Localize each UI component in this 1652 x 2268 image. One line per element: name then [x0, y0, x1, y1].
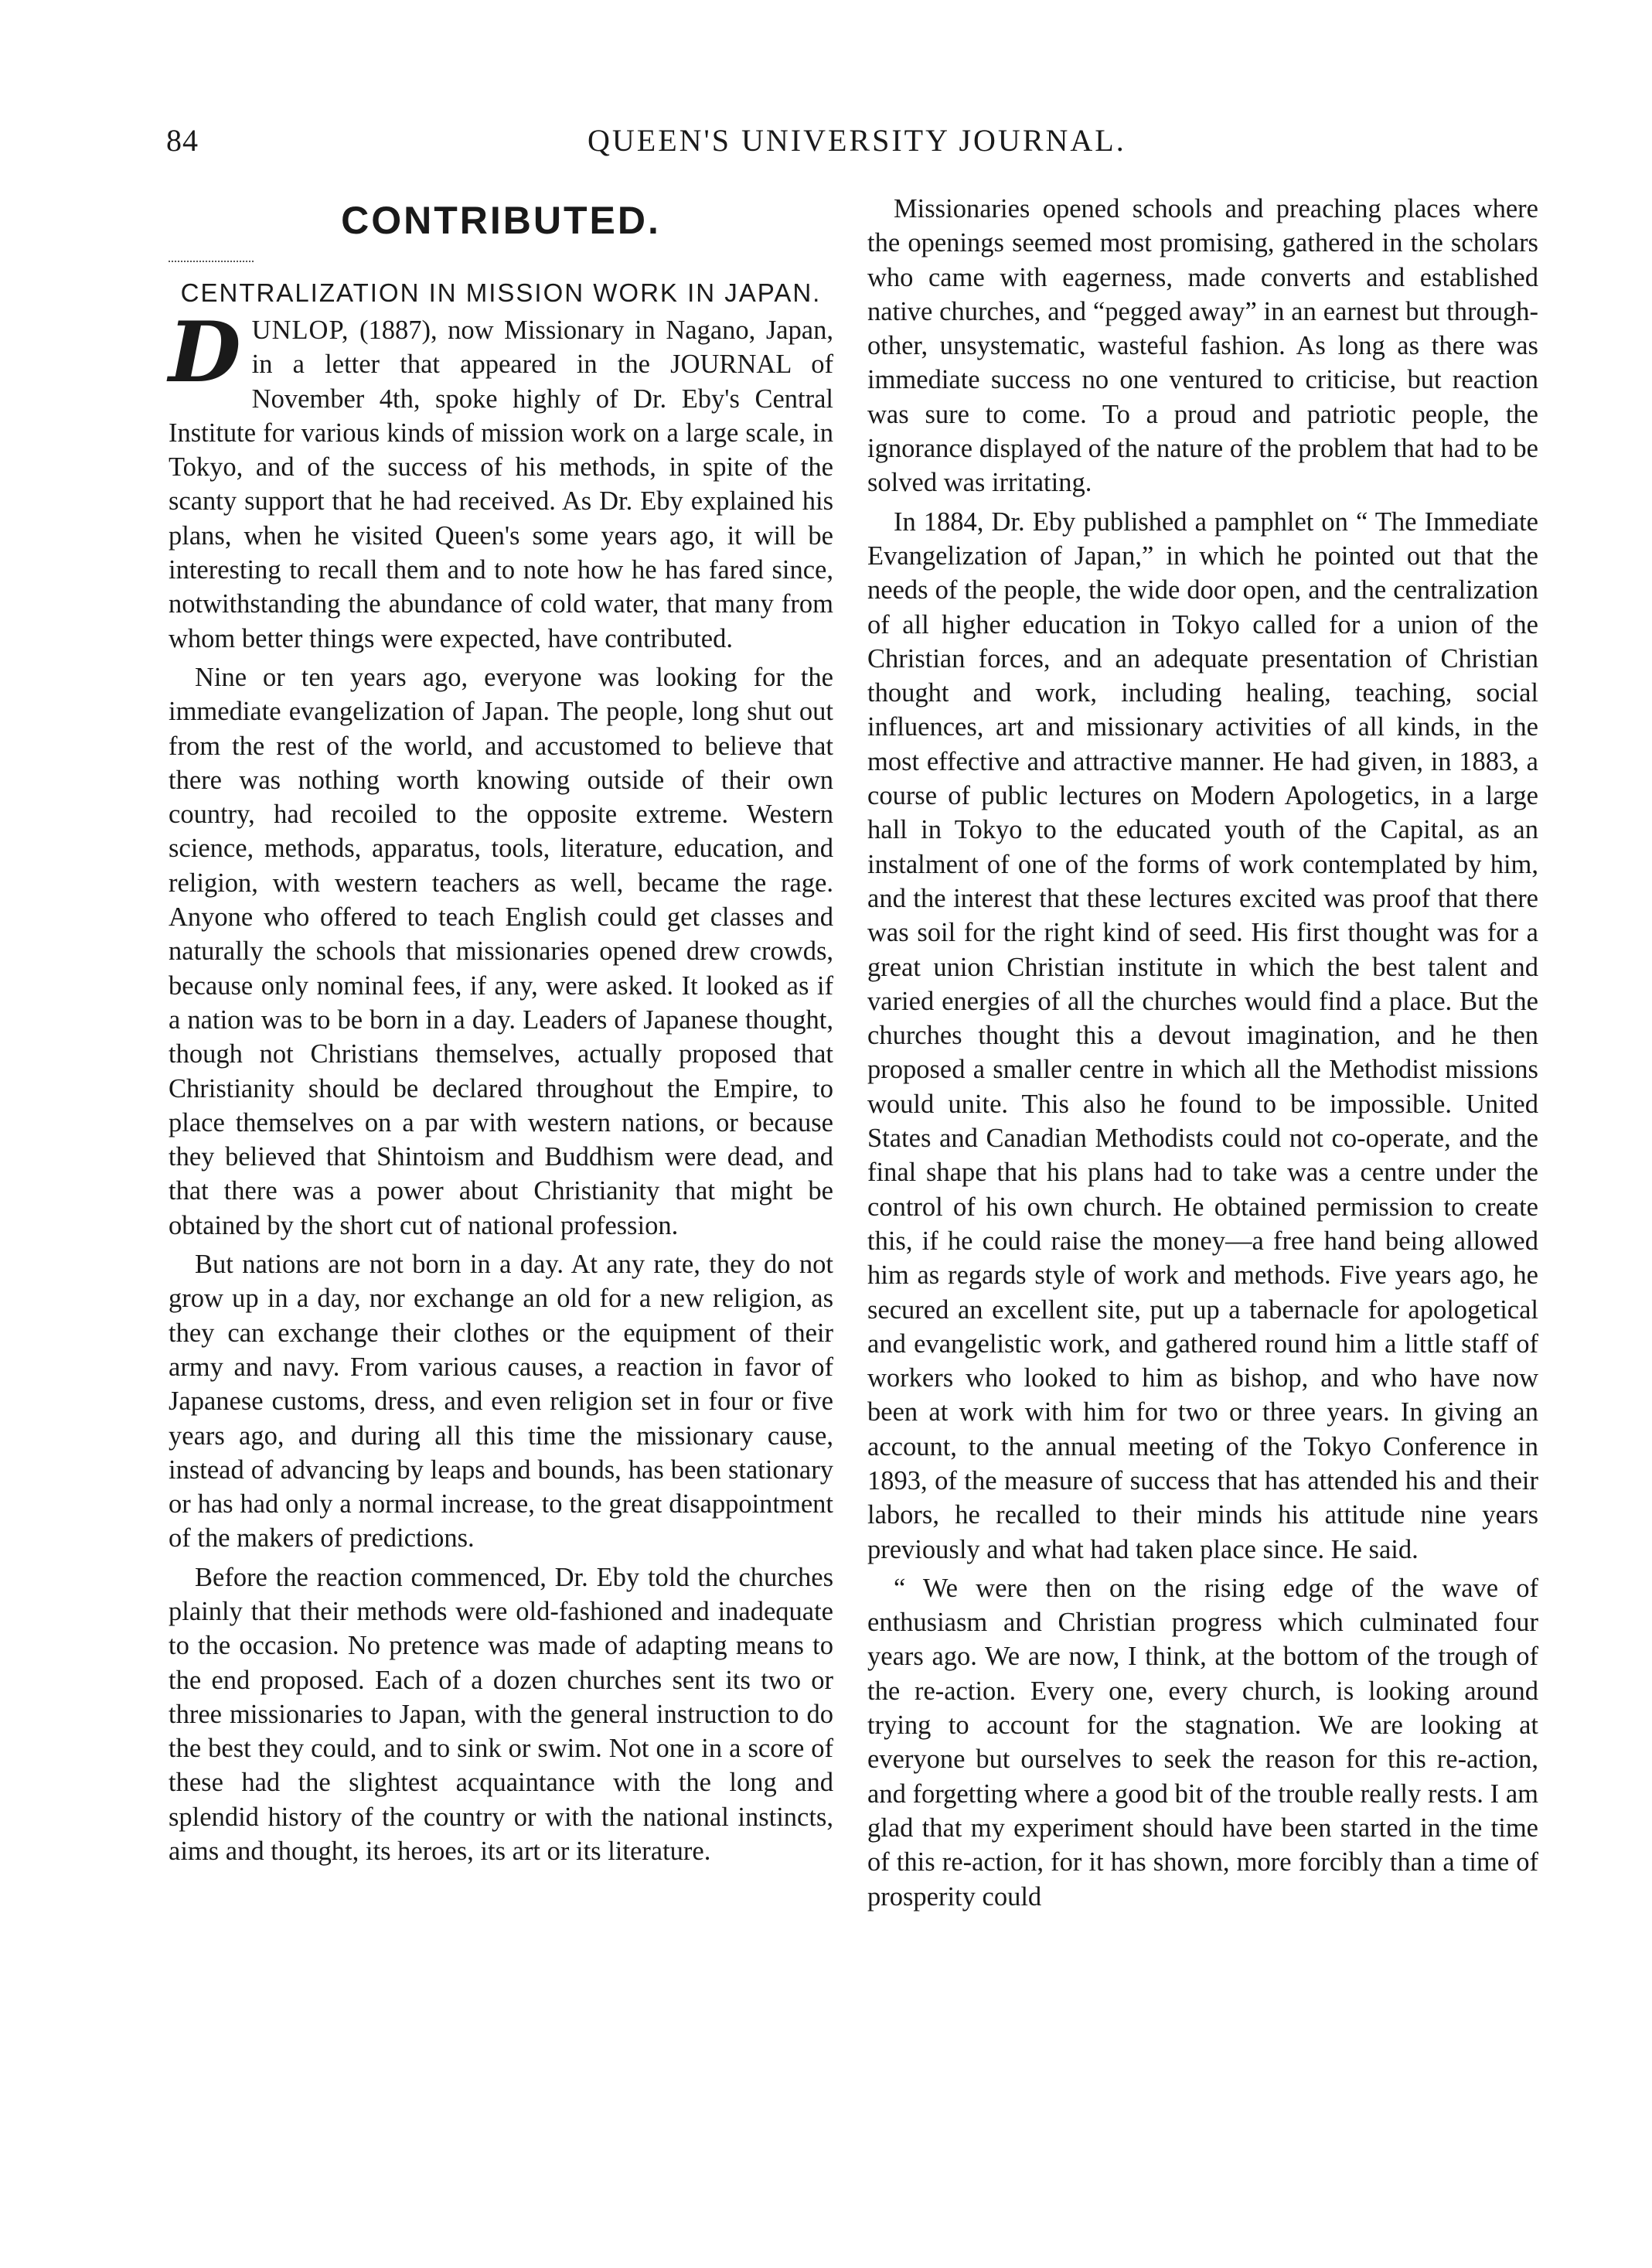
paragraph-2: Nine or ten years ago, everyone was looking for the immediate evangelization of Japan. The people, long shut out from the rest of the world, and accustomed to believe that there was nothing worth knowing outside of their own country, had recoiled to the opposite extreme. Western science, methods, apparatus, tools, literature, education, and religion, with western teachers as well, became the rage. Anyone who offered to teach English could get classes and naturally the schools that missionaries opened drew crowds, because only nominal fees, if any, were asked. It looked as if a nation was to be born in a day. Leaders of Japanese thought, though not Christians themselves, actually proposed that Christianity should be declared throughout the Empire, to place themselves on a par with western nations, or because they believed that Shintoism and Buddhism were dead, and that there was a power about Christianity that might be obtained by the short cut of national profession. [169, 662, 833, 1240]
drop-cap: D [169, 304, 241, 401]
paragraph-7: “ We were then on the rising edge of the wave of enthusiasm and Christian progress which culminated four years ago. We are now, I think, at the bottom of the trough of the re-action. Every one, every church, is looking around trying to account for the stagnation. We are looking at everyone but ourselves to seek the reason for this re-action, and forgetting where a good bit of the trouble really rests. I am glad that my experiment should have been started in the time of this re-action, for it has shown, more forcibly than a time of prosperity could [867, 1573, 1538, 1912]
article-title: CENTRALIZATION IN MISSION WORK IN JAPAN. [180, 278, 822, 307]
paragraph-4: Before the reaction commenced, Dr. Eby told the churches plainly that their methods were old-fashioned and inadequate to the occasion. No pretence was made of adapting means to the end proposed. Each of a dozen churches sent its two or three missionaries to Japan, with the general instruction to do the best they could, and to sink or swim. Not one in a score of these had the slightest acquaintance with the long and splendid history of the country or with the national instincts, aims and thought, its heroes, its art or its literature. [169, 1562, 833, 1867]
paragraph-5: Missionaries opened schools and preaching places where the openings seemed most promising, gathered in the scholars who came with eagerness, made converts and established native churches, and “pegged away” in an earnest but through-other, unsystematic, wasteful fashion. As long as there was immediate success no one ventured to criticise, but reaction was sure to come. To a proud and patriotic people, the ignorance displayed of the nature of the problem that had to be solved was irritating. [867, 194, 1538, 498]
section-title: CONTRIBUTED. [341, 199, 661, 242]
running-head: QUEEN'S UNIVERSITY JOURNAL. [588, 123, 1126, 158]
page-number: 84 [166, 123, 199, 158]
divider-rule [169, 261, 254, 262]
paragraph-6: In 1884, Dr. Eby published a pamphlet on “ The Immediate Evangelization of Japan,” in which he pointed out that the needs of the people, the wide door open, and the centralization of all higher education in Tokyo called for a union of the Christian forces, and an adequate presentation of Christian thought and work, including healing, teaching, social influences, art and missionary activities of all kinds, in the most effective and attractive manner. He had given, in 1883, a course of public lectures on Modern Apologetics, in a large hall in Tokyo to the educated youth of the Capital, as an instalment of one of the forms of work contemplated by him, and the interest that these lectures excited was proof that there was soil for the right kind of seed. His first thought was for a great union Christian institute in which the best talent and varied energies of all the churches would find a place. But the churches thought this a devout imagination, and he then proposed a smaller centre in which all the Methodist missions would unite. This also he found to be impossible. United States and Canadian Methodists could not co-operate, and the final shape that his plans had to take was a centre under the control of his own church. He obtained permission to create this, if he could raise the money—a free hand being allowed him as regards style of work and methods. Five years ago, he secured an excellent site, put up a tabernacle for apologetical and evangelistic work, and gathered round him a little staff of workers who looked to him as bishop, and who have now been at work with him for two or three years. In giving an account, to the annual meeting of the Tokyo Conference in 1893, of the measure of success that has attended his and their labors, he recalled to their minds his attitude nine years previously and what had taken place since. He said. [867, 506, 1538, 1564]
paragraph-1 [169, 304, 833, 656]
first-word: UNLOP, [251, 315, 349, 345]
paragraph-1-text: (1887), now Missionary in Nagano, Japan, in a letter that appeared in the JOURNAL of November 4th, spoke highly of Dr. Eby's Central Institute for various kinds of mission work on a large scale, in Tokyo, and of the success of his methods, in spite of the scanty support that he had received. As Dr. Eby explained his plans, when he visited Queen's some years ago, it will be interesting to recall them and to note how he has fared since, notwithstanding the abundance of cold water, that many from whom better things were expected, have contributed. [169, 315, 833, 653]
left-column [169, 197, 833, 1873]
paragraph-3: But nations are not born in a day. At any rate, they do not grow up in a day, nor exchange an old for a new religion, as they can exchange their clothes or the equipment of their army and navy. From various causes, a reaction in favor of Japanese customs, dress, and even religion set in four or five years ago, and during all this time the missionary cause, instead of advancing by leaps and bounds, has been stationary or has had only a normal increase, to the great disappointment of the makers of predictions. [169, 1250, 833, 1553]
right-column [867, 192, 1538, 1918]
